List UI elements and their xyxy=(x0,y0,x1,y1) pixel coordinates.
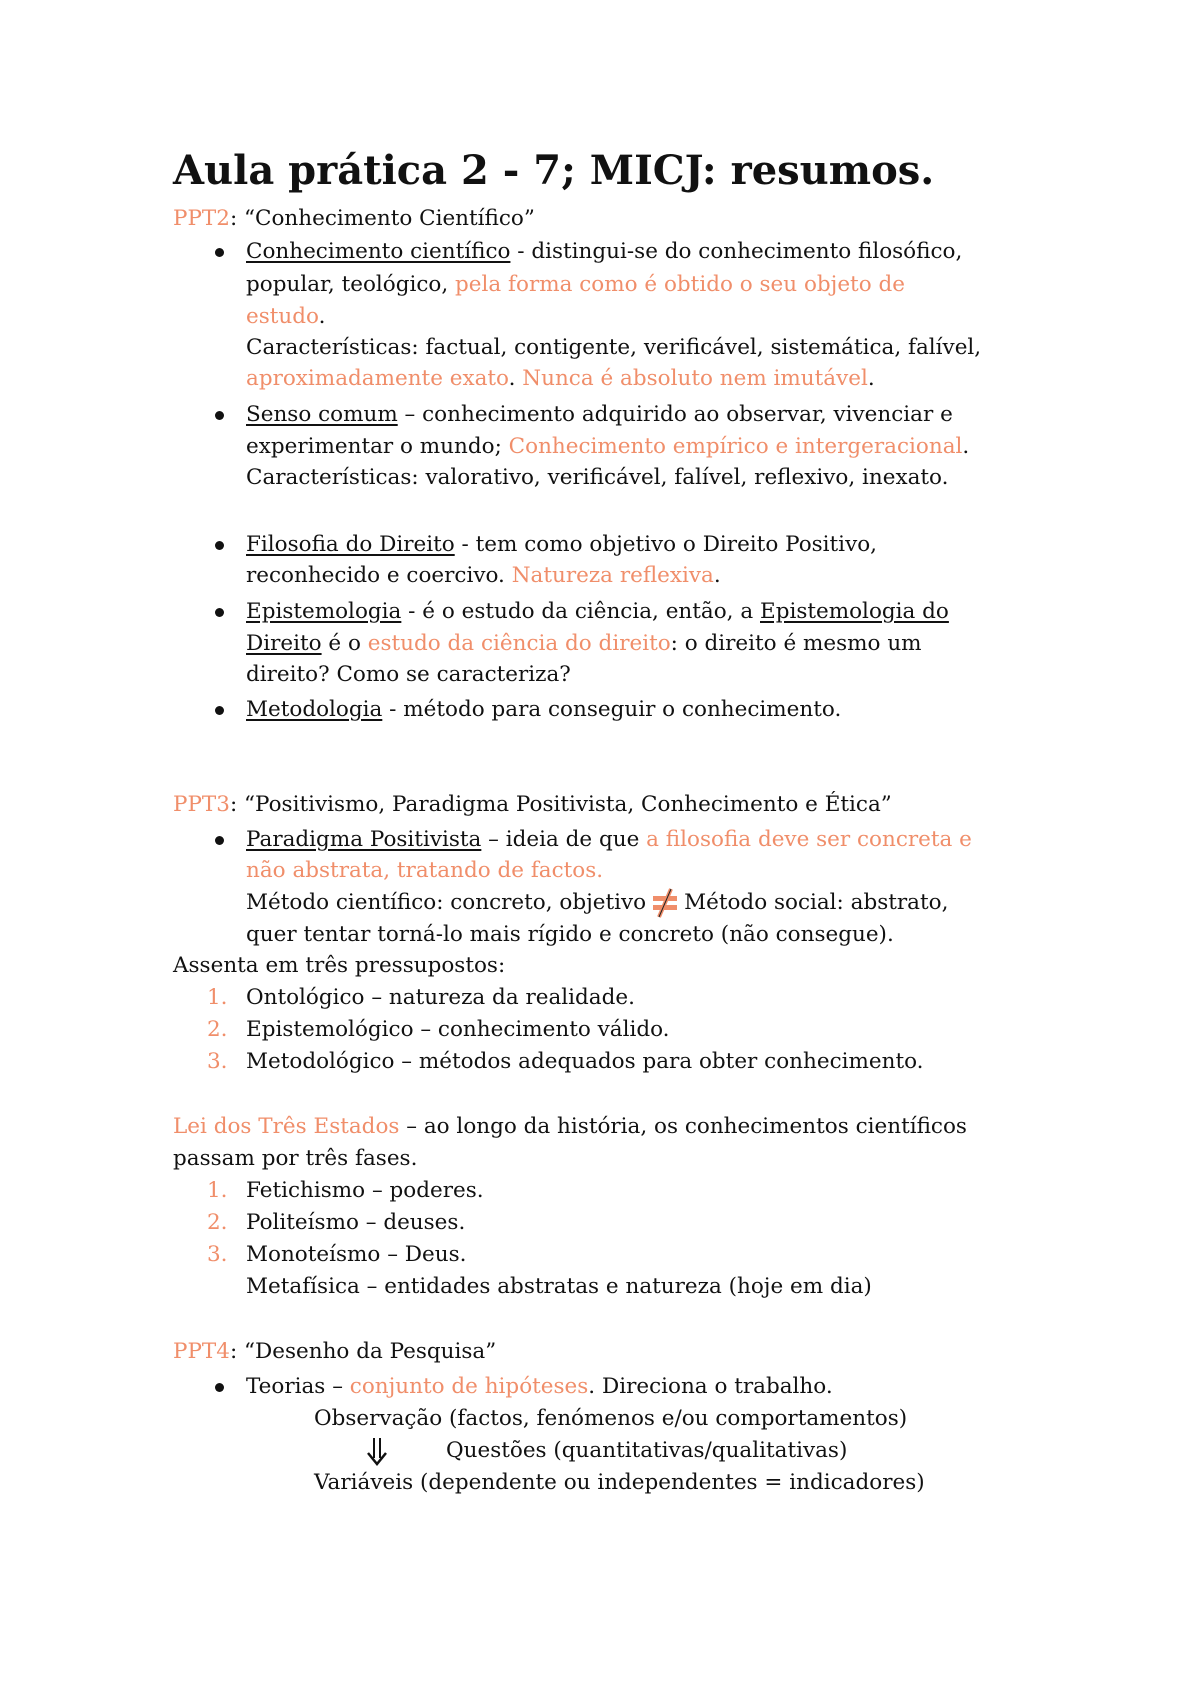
ppt2-label: PPT2 xyxy=(173,206,230,231)
term-conhecimento-cientifico: Conhecimento científico xyxy=(246,239,511,264)
term-senso-comum: Senso comum xyxy=(246,402,398,427)
ppt2-b4-line3: direito? Como se caracteriza? xyxy=(246,662,571,687)
not-equal-icon xyxy=(652,887,678,919)
ppt2-b2-line1: Senso comum – conhecimento adquirido ao observar, vivenciar e xyxy=(246,402,953,427)
term-teorias: Teorias xyxy=(246,1374,326,1399)
bullet-icon xyxy=(215,248,224,257)
term-filosofia-do-direito: Filosofia do Direito xyxy=(246,532,455,557)
ppt2-b1-line2: popular, teológico, pela forma como é obtido o seu objeto de xyxy=(246,272,905,297)
list-number: 2. xyxy=(207,1210,228,1235)
ppt4-b1-line1: Teorias – conjunto de hipóteses. Direciona o trabalho. xyxy=(246,1374,833,1399)
ppt2-b4-line2: Direito é o estudo da ciência do direito: o direito é mesmo um xyxy=(246,631,922,656)
bullet-icon xyxy=(215,541,224,550)
lei-extra: Metafísica – entidades abstratas e natureza (hoje em dia) xyxy=(246,1274,872,1299)
ppt3-b1-line2: não abstrata, tratando de factos. xyxy=(246,858,604,883)
ppt3-list-item-3: Metodológico – métodos adequados para obter conhecimento. xyxy=(246,1049,924,1074)
lei-line1: Lei dos Três Estados – ao longo da história, os conhecimentos científicos xyxy=(173,1114,967,1139)
ppt4-observacao: Observação (factos, fenómenos e/ou comportamentos) xyxy=(314,1406,908,1431)
ppt4-label: PPT4 xyxy=(173,1339,230,1364)
ppt4-variaveis: Variáveis (dependente ou independentes = indicadores) xyxy=(314,1470,925,1495)
list-number: 3. xyxy=(207,1242,228,1267)
ppt3-b1-line1: Paradigma Positivista – ideia de que a filosofia deve ser concreta e xyxy=(246,827,972,852)
lei-line2: passam por três fases. xyxy=(173,1146,418,1171)
ppt2-heading: PPT2: “Conhecimento Científico” xyxy=(173,206,535,231)
list-number: 1. xyxy=(207,985,228,1010)
ppt2-b1-line4: Características: factual, contigente, verificável, sistemática, falível, xyxy=(246,335,982,360)
term-metodologia: Metodologia xyxy=(246,697,383,722)
list-number: 1. xyxy=(207,1178,228,1203)
lei-list-item-1: Fetichismo – poderes. xyxy=(246,1178,484,1203)
ppt2-b2-line2: experimentar o mundo; Conhecimento empírico e intergeracional. xyxy=(246,434,970,459)
ppt2-b5-line1: Metodologia - método para conseguir o conhecimento. xyxy=(246,697,842,722)
bullet-icon xyxy=(215,836,224,845)
bullet-icon xyxy=(215,608,224,617)
ppt2-b3-line2: reconhecido e coercivo. Natureza reflexiva. xyxy=(246,563,721,588)
down-arrow-icon xyxy=(366,1436,388,1466)
bullet-icon xyxy=(215,706,224,715)
lei-list-item-3: Monoteísmo – Deus. xyxy=(246,1242,467,1267)
term-epistemologia: Epistemologia xyxy=(246,599,402,624)
list-number: 2. xyxy=(207,1017,228,1042)
ppt2-b1-line3: estudo. xyxy=(246,304,326,329)
ppt2-b4-line1: Epistemologia - é o estudo da ciência, então, a Epistemologia do xyxy=(246,599,949,624)
ppt4-heading: PPT4: “Desenho da Pesquisa” xyxy=(173,1339,497,1364)
ppt4-questoes: Questões (quantitativas/qualitativas) xyxy=(446,1438,848,1463)
ppt3-label: PPT3 xyxy=(173,792,230,817)
ppt2-b1-line1: Conhecimento científico - distingui-se do conhecimento filosófico, xyxy=(246,239,963,264)
ppt3-intro: Assenta em três pressupostos: xyxy=(173,953,506,978)
ppt3-b1-line3: Método científico: concreto, objetivo Método social: abstrato, xyxy=(246,887,948,919)
ppt3-list-item-1: Ontológico – natureza da realidade. xyxy=(246,985,635,1010)
ppt2-b2-line3: Características: valorativo, verificável, falível, reflexivo, inexato. xyxy=(246,465,949,490)
ppt3-b1-line4: quer tentar torná-lo mais rígido e concreto (não consegue). xyxy=(246,922,894,947)
ppt3-heading: PPT3: “Positivismo, Paradigma Positivista, Conhecimento e Ética” xyxy=(173,792,892,817)
lei-list-item-2: Politeísmo – deuses. xyxy=(246,1210,466,1235)
ppt2-b1-line5: aproximadamente exato. Nunca é absoluto nem imutável. xyxy=(246,366,875,391)
bullet-icon xyxy=(215,411,224,420)
list-number: 3. xyxy=(207,1049,228,1074)
bullet-icon xyxy=(215,1383,224,1392)
term-paradigma-positivista: Paradigma Positivista xyxy=(246,827,482,852)
lei-label: Lei dos Três Estados xyxy=(173,1114,400,1139)
ppt3-list-item-2: Epistemológico – conhecimento válido. xyxy=(246,1017,670,1042)
document-title: Aula prática 2 - 7; MICJ: resumos. xyxy=(173,147,935,194)
ppt2-b3-line1: Filosofia do Direito - tem como objetivo o Direito Positivo, xyxy=(246,532,877,557)
